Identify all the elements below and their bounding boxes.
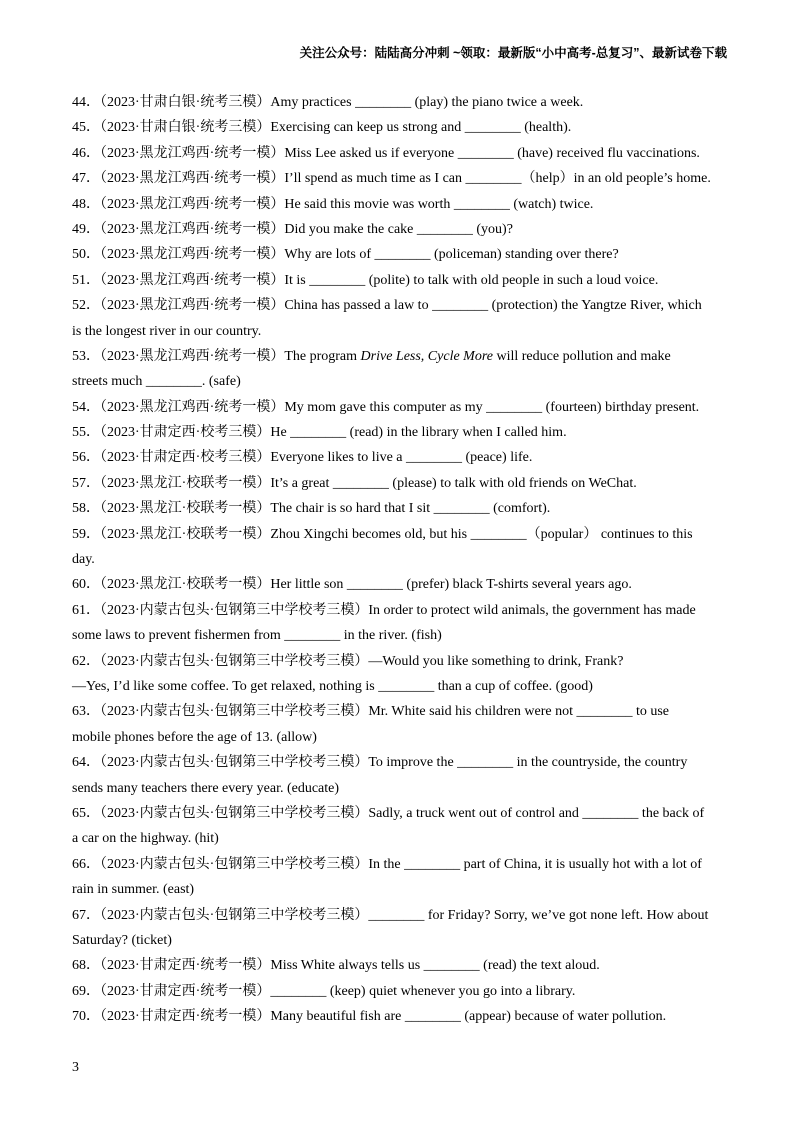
question-italic-title: Drive Less, Cycle More [360,348,493,364]
question-number: 54． [72,399,100,415]
question-text: ________ (keep) quiet whenever you go into a library. [270,983,576,999]
question-number: 44． [72,95,100,110]
question-item [72,166,728,191]
question-item [72,192,728,217]
question-item [72,979,728,1004]
question-item [72,598,728,649]
question-item [72,852,728,903]
question-text: I’ll spend as much time as I can ________（help）in an old people’s home. [284,171,711,187]
question-text: In order to protect wild animals, the government has made [368,602,696,618]
question-source: （2023·黑龙江·校联考一模） [100,577,271,593]
question-number: 47． [72,171,100,187]
question-continuation-line: a car on the highway. (hit) [72,831,219,847]
question-text: It is ________ (polite) to talk with old people in such a loud voice. [284,272,659,288]
question-item [72,801,728,852]
question-first-line [72,90,728,115]
question-first-line [72,903,728,928]
question-item [72,496,728,521]
question-source: （2023·内蒙古包头·包钢第三中学校考三模） [100,602,369,618]
question-number: 56． [72,450,100,466]
question-text: He ________ (read) in the library when I called him. [270,425,567,441]
question-number: 64． [72,755,100,771]
question-number: 58． [72,501,100,517]
question-list [72,90,728,1029]
question-first-line [72,192,728,217]
question-item [72,141,728,166]
question-item [72,242,728,267]
question-source: （2023·黑龙江鸡西·统考一模） [100,145,285,161]
question-first-line [72,395,728,420]
question-source: （2023·内蒙古包头·包钢第三中学校考三模） [100,755,369,771]
question-first-line [72,649,728,674]
question-number: 60． [72,577,100,593]
question-first-line [72,522,728,547]
question-source: （2023·内蒙古包头·包钢第三中学校考三模） [100,704,369,720]
question-number: 45． [72,120,100,136]
question-item [72,90,728,115]
question-item [72,522,728,573]
question-source: （2023·黑龙江鸡西·统考一模） [100,221,285,237]
question-item [72,344,728,395]
question-number: 59． [72,526,100,542]
question-continuation-line: —Yes, I’d like some coffee. To get relaxed, nothing is ________ than a cup of coffee. (good) [72,678,593,694]
question-source: （2023·内蒙古包头·包钢第三中学校考三模） [100,907,369,923]
question-number: 57． [72,475,100,491]
question-source: （2023·黑龙江鸡西·统考一模） [100,272,285,288]
question-text: The program [284,348,361,364]
question-continuation-line: rain in summer. (east) [72,882,195,898]
question-first-line [72,293,728,318]
question-text: To improve the ________ in the countryside, the country [368,755,688,771]
question-text: China has passed a law to ________ (protection) the Yangtze River, which [284,298,702,314]
question-first-line [72,471,728,496]
question-text: Zhou Xingchi becomes old, but his ________（popular） continues to this [270,526,693,542]
question-first-line [72,217,728,242]
question-item [72,445,728,470]
question-number: 70． [72,1009,100,1025]
question-source: （2023·黑龙江·校联考一模） [100,526,271,542]
question-source: （2023·黑龙江鸡西·统考一模） [100,196,285,212]
question-text: He said this movie was worth ________ (watch) twice. [284,196,594,212]
question-first-line [72,801,728,826]
question-source: （2023·黑龙江鸡西·统考一模） [100,171,285,187]
question-source: （2023·甘肃定西·校考三模） [100,425,271,441]
question-number: 49． [72,221,100,237]
question-number: 62． [72,653,100,669]
question-item [72,293,728,344]
question-item [72,649,728,700]
question-text: Everyone likes to live a ________ (peace) life. [270,450,533,466]
question-source: （2023·黑龙江·校联考一模） [100,475,271,491]
question-continuation-line: sends many teachers there every year. (educate) [72,780,340,796]
question-source: （2023·内蒙古包头·包钢第三中学校考三模） [100,856,369,872]
question-number: 48． [72,196,100,212]
question-text: Did you make the cake ________ (you)? [284,221,513,237]
question-number: 66． [72,856,100,872]
question-continuation-line: is the longest river in our country. [72,323,262,339]
question-item [72,115,728,140]
question-first-line [72,979,728,1004]
question-source: （2023·内蒙古包头·包钢第三中学校考三模） [100,805,369,821]
question-source: （2023·甘肃定西·统考一模） [100,983,271,999]
question-text: It’s a great ________ (please) to talk with old friends on WeChat. [270,475,637,491]
question-text: Why are lots of ________ (policeman) standing over there? [284,247,619,263]
question-first-line [72,750,728,775]
question-source: （2023·黑龙江鸡西·统考一模） [100,348,285,364]
question-first-line [72,496,728,521]
question-number: 61． [72,602,100,618]
question-item [72,699,728,750]
question-number: 53． [72,348,100,364]
question-number: 46． [72,145,100,161]
question-item [72,217,728,242]
question-item [72,750,728,801]
question-first-line [72,572,728,597]
question-first-line [72,242,728,267]
question-source: （2023·甘肃定西·校考三模） [100,450,271,466]
question-item [72,420,728,445]
question-first-line [72,445,728,470]
question-item [72,471,728,496]
question-first-line [72,852,728,877]
question-text: In the ________ part of China, it is usually hot with a lot of [368,856,702,872]
question-number: 63． [72,704,100,720]
question-text: The chair is so hard that I sit ________ (comfort). [270,501,551,517]
question-source: （2023·甘肃白银·统考三模） [100,95,271,110]
question-text: —Would you like something to drink, Frank? [368,653,624,669]
question-source: （2023·甘肃定西·统考一模） [100,1009,271,1025]
question-source: （2023·黑龙江鸡西·统考一模） [100,399,285,415]
question-item [72,268,728,293]
question-first-line [72,953,728,978]
question-item [72,903,728,954]
page-number: 3 [72,1060,79,1075]
question-continuation-line: day. [72,552,95,568]
question-text-after-title: will reduce pollution and make [492,348,671,364]
question-first-line [72,420,728,445]
question-source: （2023·甘肃定西·统考一模） [100,958,271,974]
question-item [72,953,728,978]
question-number: 67． [72,907,100,923]
question-number: 50． [72,247,100,263]
question-source: （2023·黑龙江鸡西·统考一模） [100,298,285,314]
question-first-line [72,344,728,369]
header-notice: 关注公众号：陆陆高分冲刺 ~领取：最新版“小中高考-总复习”、最新试卷下载 [299,46,727,60]
question-continuation-line: mobile phones before the age of 13. (allow) [72,729,317,745]
question-continuation-line: some laws to prevent fishermen from ________ in the river. (fish) [72,628,442,644]
question-number: 68． [72,958,100,974]
question-text: Amy practices ________ (play) the piano twice a week. [270,95,584,110]
question-item [72,1004,728,1029]
question-text: Mr. White said his children were not ________ to use [368,704,670,720]
question-first-line [72,699,728,724]
question-item [72,572,728,597]
question-source: （2023·黑龙江·校联考一模） [100,501,271,517]
question-first-line [72,1004,728,1029]
question-number: 51． [72,272,100,288]
question-text: Miss Lee asked us if everyone ________ (have) received flu vaccinations. [284,145,700,161]
question-number: 65． [72,805,100,821]
question-text: Exercising can keep us strong and ________ (health). [270,120,572,136]
question-text: Her little son ________ (prefer) black T-shirts several years ago. [270,577,632,593]
question-source: （2023·甘肃白银·统考三模） [100,120,271,136]
question-continuation-line: Saturday? (ticket) [72,932,172,948]
question-text: Many beautiful fish are ________ (appear) because of water pollution. [270,1009,667,1025]
question-first-line [72,166,728,191]
question-text: My mom gave this computer as my ________ (fourteen) birthday present. [284,399,700,415]
question-first-line [72,115,728,140]
question-number: 52． [72,298,100,314]
question-continuation-line: streets much ________. (safe) [72,374,241,390]
question-text: Miss White always tells us ________ (read) the text aloud. [270,958,600,974]
question-first-line [72,141,728,166]
question-text: ________ for Friday? Sorry, we’ve got none left. How about [368,907,709,923]
question-item [72,395,728,420]
question-first-line [72,268,728,293]
question-first-line [72,598,728,623]
question-text: Sadly, a truck went out of control and ________ the back of [368,805,705,821]
question-source: （2023·内蒙古包头·包钢第三中学校考三模） [100,653,369,669]
question-number: 55． [72,425,100,441]
question-number: 69． [72,983,100,999]
question-source: （2023·黑龙江鸡西·统考一模） [100,247,285,263]
